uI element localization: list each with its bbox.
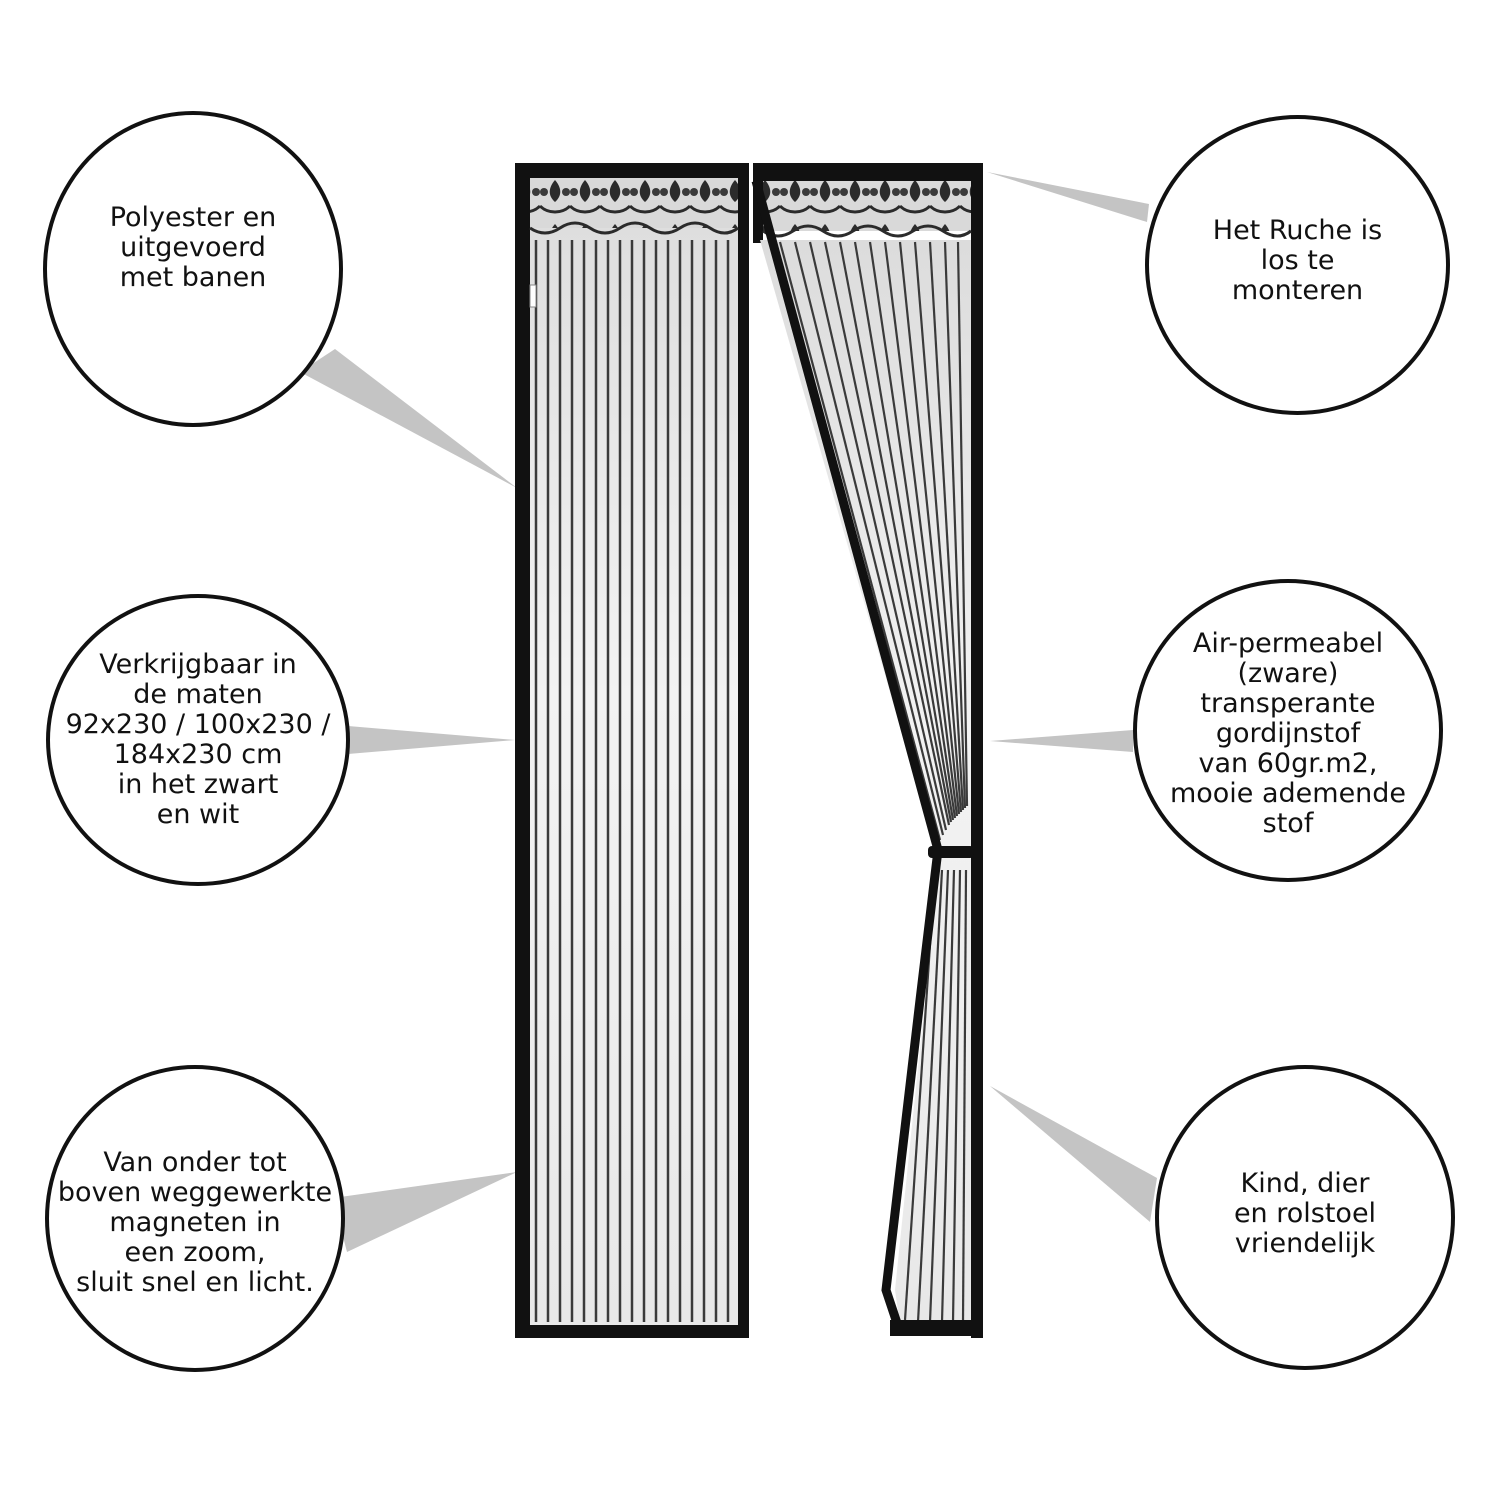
- callout-magnets: [45, 1065, 345, 1372]
- right-curtain-panel: [753, 163, 983, 1338]
- callout-friendly-text: Kind, dier en rolstoel vriendelijk: [1233, 1167, 1377, 1259]
- pointer-top-left: [300, 349, 517, 488]
- callout-fabric-text: Air-permeabel (zware) transperante gordijnstof van 60gr.m2, mooie ademende stof: [1169, 627, 1407, 839]
- pointer-mid-right: [990, 730, 1133, 752]
- left-curtain-panel: [515, 163, 749, 1338]
- callout-magnets-text: Van onder tot boven weggewerkte magneten in een zoom, sluit snel en licht.: [57, 1146, 333, 1298]
- callout-fabric: [1133, 579, 1443, 882]
- pointer-mid-left: [348, 726, 515, 754]
- callout-material: [43, 111, 343, 427]
- callout-ruche: [1145, 115, 1450, 415]
- callout-sizes: [46, 594, 350, 886]
- callout-friendly: [1155, 1065, 1455, 1370]
- pointer-bottom-right: [990, 1086, 1157, 1222]
- callout-ruche-text: Het Ruche is los te monteren: [1212, 215, 1383, 306]
- pointer-bottom-left: [333, 1172, 517, 1252]
- callout-sizes-text: Verkrijgbaar in de maten 92x230 / 100x230 / 184x230 cm in het zwart en wit: [65, 649, 331, 830]
- callout-material-text: Polyester en uitgevoerd met banen: [109, 202, 277, 293]
- pointer-top-right: [987, 172, 1149, 222]
